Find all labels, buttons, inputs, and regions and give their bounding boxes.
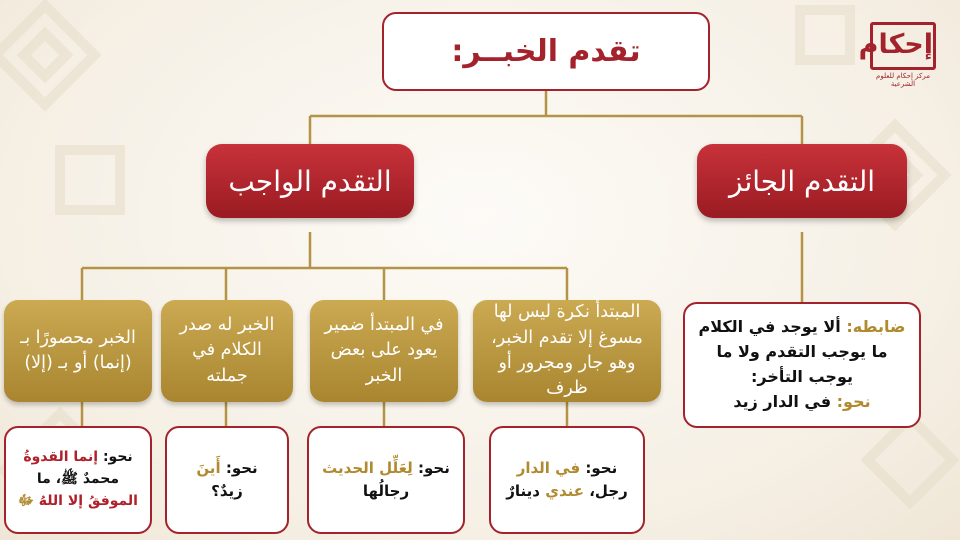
example-text: رجالُها: [362, 482, 410, 500]
example-prefix: نحو:: [102, 449, 133, 466]
example-highlight: لِعَلِّل الحديث: [322, 458, 413, 477]
logo-mark: إحكام: [870, 22, 936, 70]
wajib-case-4: الخبر محصورًا بـ (إنما) أو بـ (إلا): [4, 300, 152, 402]
rule-example-text: في الدار زيد: [733, 391, 832, 411]
example-2: [307, 426, 465, 534]
example-text: محمدٌ ﷺ، ما: [36, 471, 120, 488]
example-text-2: دينارٌ: [506, 482, 540, 500]
example-text-2: ﷻ: [18, 492, 34, 509]
example-highlight: في الدار: [516, 458, 581, 477]
wajib-case-3: الخبر له صدر الكلام في جملته: [161, 300, 293, 402]
example-highlight-2: عندي: [545, 482, 584, 500]
rule-example-label: نحو:: [836, 391, 871, 411]
example-text: زيدٌ؟: [211, 482, 243, 500]
rule-text: ألا يوجد في الكلام ما يوجب التقدم ولا ما يوجب التأخر:: [698, 317, 888, 386]
logo: [858, 22, 940, 92]
example-highlight: إنما القدوةُ: [23, 449, 99, 466]
logo-subtitle: مركز إحكام للعلوم الشرعية: [876, 72, 930, 88]
example-prefix: نحو:: [225, 458, 258, 477]
jaiz-rule-box: [683, 302, 921, 428]
example-4: [4, 426, 152, 534]
branch-wajib: التقدم الواجب: [206, 144, 414, 218]
example-1: [489, 426, 645, 534]
rule-label: ضابطه:: [846, 317, 906, 337]
example-prefix: نحو:: [585, 458, 618, 477]
wajib-case-1: المبتدأ نكرة ليس لها مسوغ إلا تقدم الخبر، وهو جار ومجرور أو ظرف: [473, 300, 661, 402]
example-3: [165, 426, 289, 534]
example-highlight-2: الموفقُ إلا اللهُ: [38, 492, 138, 509]
branch-jaiz: التقدم الجائز: [697, 144, 907, 218]
diagram-title: تقدم الخبــر:: [382, 12, 710, 91]
example-text: رجل،: [589, 482, 628, 500]
example-prefix: نحو:: [417, 458, 450, 477]
example-highlight: أَينَ: [196, 458, 221, 477]
wajib-case-2: في المبتدأ ضمير يعود على بعض الخبر: [310, 300, 458, 402]
